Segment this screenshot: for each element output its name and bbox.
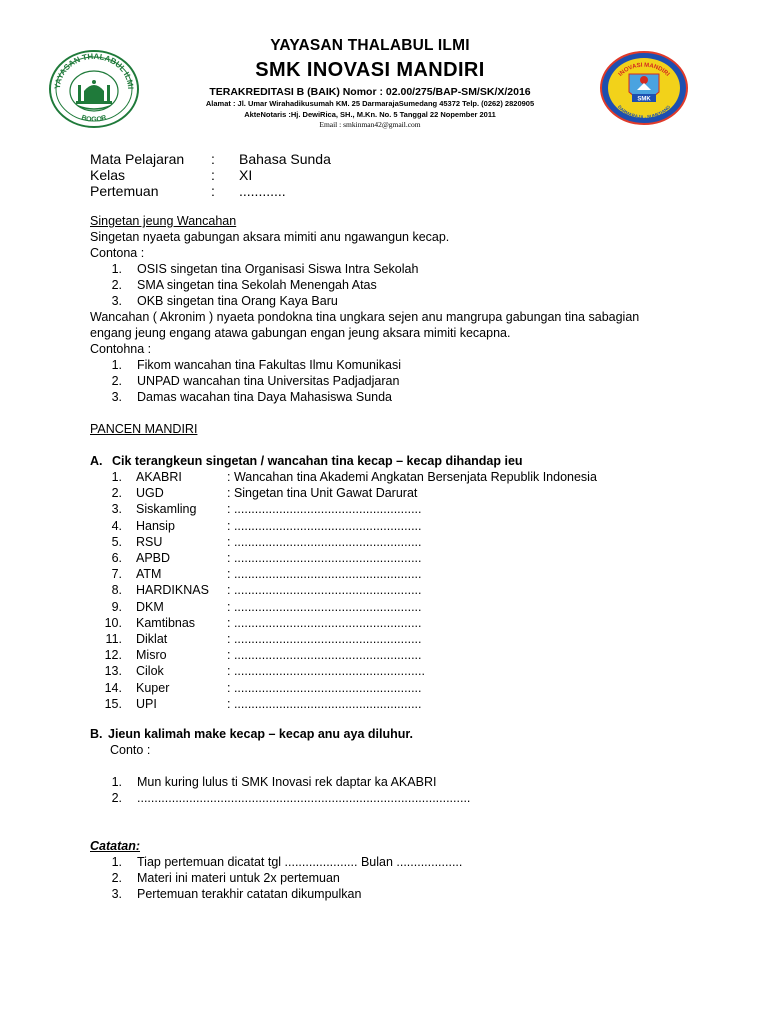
task-a-term: Hansip [136,519,175,533]
list-number: 8. [111,583,122,597]
catatan-item: Tiap pertemuan dicatat tgl ..................... Bulan ................... [137,855,463,869]
task-a-answer: : Singetan tina Unit Gawat Darurat [227,486,418,500]
list-item: OSIS singetan tina Organisasi Siswa Intra Sekolah [137,262,419,276]
list-item: SMA singetan tina Sekolah Menengah Atas [137,278,377,292]
yayasan-name: YAYASAN THALABUL ILMI [270,37,470,54]
catatan-item: Materi ini materi untuk 2x pertemuan [137,871,340,885]
task-a-answer: : ...................................................... [227,697,422,711]
info-colon: : [211,151,215,167]
task-a-term: AKABRI [136,470,182,484]
task-a-term: DKM [136,600,164,614]
task-b-item: ................................................................................................ [137,791,471,805]
school-name: SMK INOVASI MANDIRI [255,59,485,81]
logo-left-text-top: YAYASAN THALABUL ILMI [52,51,136,90]
list-item: OKB singetan tina Orang Kaya Baru [137,294,338,308]
task-b-instruction: Jieun kalimah make kecap – kecap anu aya diluhur. [108,727,414,741]
task-a-term: UPI [136,697,157,711]
info-colon: : [211,167,215,183]
task-b-conto: Conto : [110,743,151,757]
list-number: 1. [111,358,122,372]
logo-right-text-mid: SMK [637,96,651,103]
list-number: 10. [104,616,122,630]
section-title: Singetan jeung Wancahan [90,214,237,228]
task-a-answer: : ...................................................... [227,632,422,646]
task-a-term: RSU [136,535,163,549]
list-number: 5. [111,535,122,549]
notary-deed: AkteNotaris :Hj. DewiRica, SH., M.Kn. No. 5 Tanggal 22 Nopember 2011 [244,110,496,119]
info-value: ............ [239,183,286,199]
list-number: 1. [111,262,122,276]
smk-logo [599,50,689,126]
list-item: UNPAD wancahan tina Universitas Padjadjaran [137,374,400,388]
list-number: 2. [111,374,122,388]
task-a-term: Kuper [136,681,170,695]
info-label: Mata Pelajaran [90,151,185,167]
task-a-answer: : ...................................................... [227,583,422,597]
logo-left-text-bottom: BOGOR [80,114,108,124]
list-number: 14. [104,681,122,695]
list-number: 3. [111,887,122,901]
school-address: Alamat : Jl. Umar Wirahadikusumah KM. 25 DarmarajaSumedang 45372 Telp. (0262) 2820905 [205,99,535,108]
catatan-title: Catatan: [90,839,141,853]
task-a-term: Misro [136,648,167,662]
list-number: 2. [111,871,122,885]
info-value: Bahasa Sunda [239,151,331,167]
list-number: 9. [111,600,122,614]
list-number: 1. [111,470,122,484]
list-number: 7. [111,567,122,581]
list-item: Fikom wancahan tina Fakultas Ilmu Komunikasi [137,358,402,372]
task-a-answer: : ...................................................... [227,567,422,581]
list-number: 2. [111,791,122,805]
list-number: 11. [105,632,122,646]
task-b-item: Mun kuring lulus ti SMK Inovasi rek daptar ka AKABRI [137,775,437,789]
info-value: XI [239,167,253,183]
task-a-term: Kamtibnas [136,616,196,630]
task-a-answer: : ...................................................... [227,616,422,630]
task-a-answer: : ...................................................... [227,681,422,695]
task-a-label: A. [90,454,103,468]
info-label: Pertemuan [90,183,159,199]
task-a-answer: : ...................................................... [227,535,422,549]
list-number: 4. [111,519,122,533]
task-a-answer: : ...................................................... [227,648,422,662]
task-a-term: Cilok [136,664,164,678]
info-colon: : [211,183,215,199]
list-number: 6. [111,551,122,565]
task-a-term: APBD [136,551,171,565]
task-a-answer: : ...................................................... [227,502,422,516]
list-item: Damas wacahan tina Daya Mahasiswa Sunda [137,390,392,404]
list-number: 2. [111,486,122,500]
catatan-item: Pertemuan terakhir catatan dikumpulkan [137,887,362,901]
task-a-answer: : ...................................................... [227,519,422,533]
yayasan-logo [48,49,140,129]
task-b-label: B. [90,727,103,741]
task-a-term: Siskamling [136,502,197,516]
task-a-answer: : ....................................................... [227,664,425,678]
task-a-term: Diklat [136,632,168,646]
list-number: 15. [104,697,122,711]
task-a-answer: : ...................................................... [227,600,422,614]
contona-label: Contona : [90,246,145,260]
task-a-term: HARDIKNAS [136,583,209,597]
list-number: 2. [111,278,122,292]
task-a-term: ATM [136,567,162,581]
logo-right-text-bottom: DARMARAJA - SUMEDANG [616,104,672,120]
pancen-title: PANCEN MANDIRI [90,422,198,436]
list-number: 13. [104,664,122,678]
task-a-answer: : Wancahan tina Akademi Angkatan Bersenjata Republik Indonesia [227,470,597,484]
wancahan-definition-line1: Wancahan ( Akronim ) nyaeta pondokna tina ungkara sejen anu mangrupa gabungan tina sabagian [90,310,640,324]
accreditation: TERAKREDITASI B (BAIK) Nomor : 02.00/275/BAP-SM/SK/X/2016 [209,86,531,98]
logo-right-text-top: INOVASI MANDIRI [617,62,671,78]
wancahan-definition-line2: engang jeung engang atawa gabungan engan jeung aksara mimiti kecapna. [90,326,511,340]
list-number: 3. [111,294,122,308]
list-number: 12. [104,648,122,662]
task-a-instruction: Cik terangkeun singetan / wancahan tina kecap – kecap dihandap ieu [112,454,523,468]
svg-text:BOGOR [80,114,107,123]
task-a-answer: : ...................................................... [227,551,422,565]
list-number: 1. [111,775,122,789]
task-a-term: UGD [136,486,164,500]
contohna-label: Contohna : [90,342,152,356]
list-number: 3. [111,390,122,404]
list-number: 3. [111,502,122,516]
singetan-definition: Singetan nyaeta gabungan aksara mimiti anu ngawangun kecap. [90,230,450,244]
school-email: Email : smkinman42@gmail.com [319,120,421,129]
list-number: 1. [111,855,122,869]
info-label: Kelas [90,167,126,183]
